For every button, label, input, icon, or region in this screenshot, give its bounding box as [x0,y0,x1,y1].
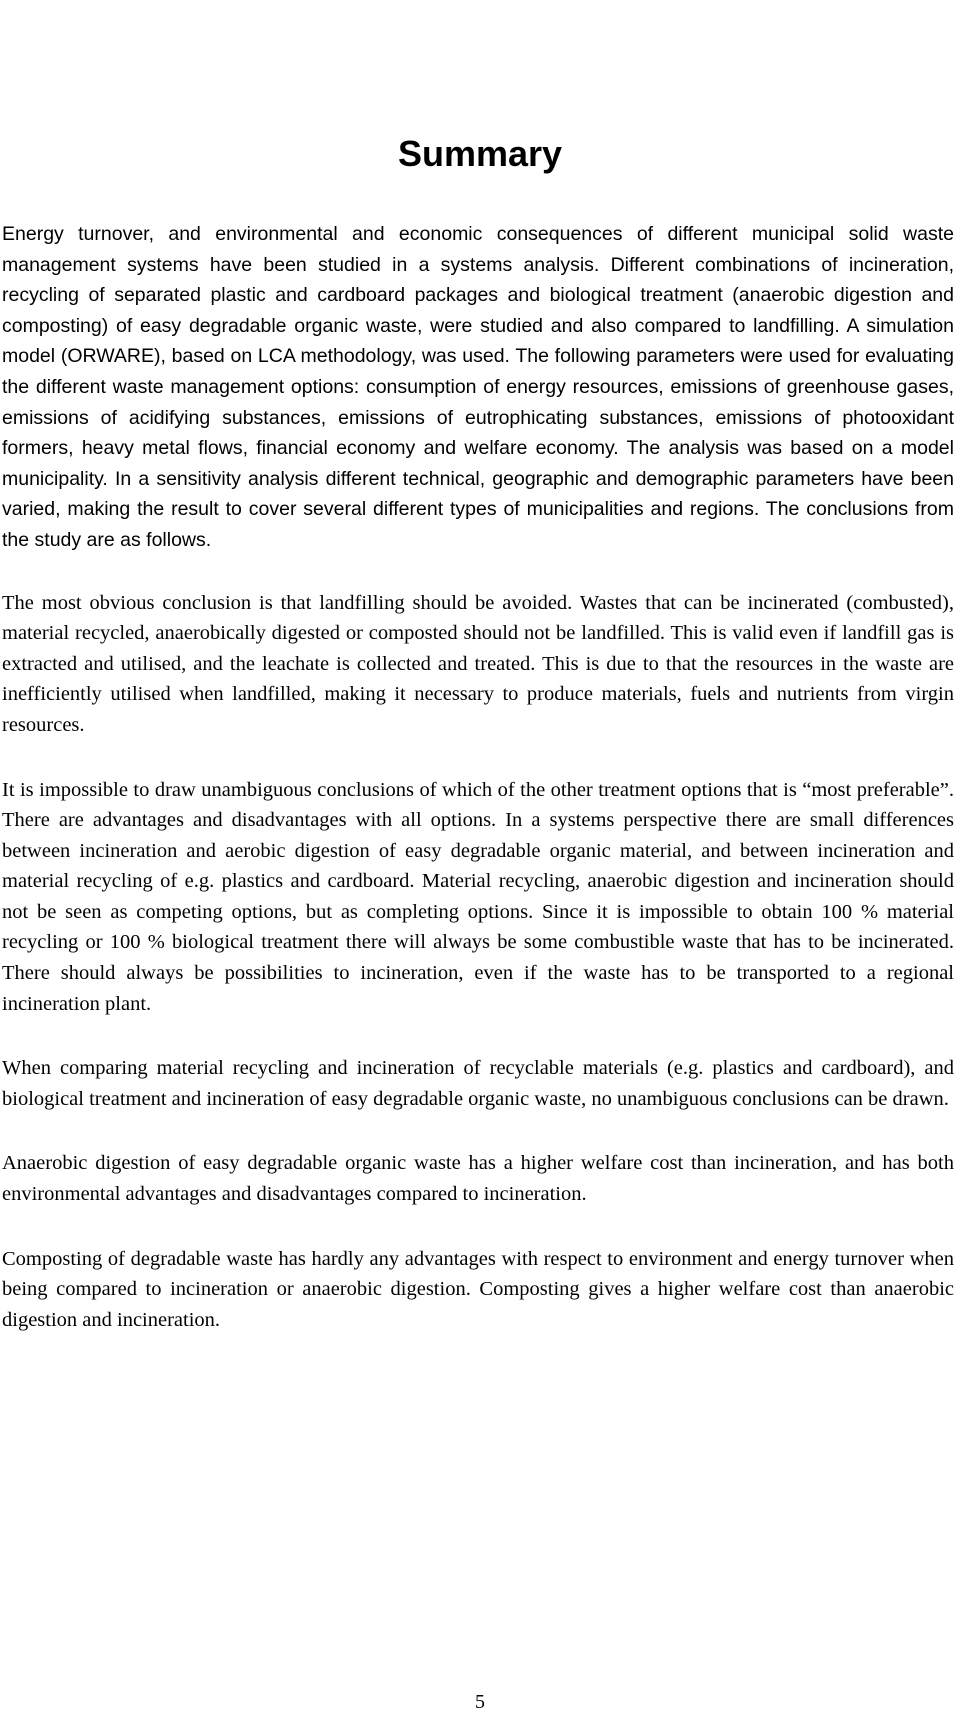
paragraph-treatment-options: It is impossible to draw unambiguous conclusions of which of the other treatment options that is “most preferable”. There are advantages and disadvantages with all options. In a systems perspective there are small differences between incineration and aerobic digestion of easy degradable organic material, and between incineration and material recycling of e.g. plastics and cardboard. Material recycling, anaerobic digestion and incineration should not be seen as competing options, but as completing options. Since it is impossible to obtain 100 % material recycling or 100 % biological treatment there will always be some combustible waste that has to be incinerated. There should always be possibilities to incineration, even if the waste has to be transported to a regional incineration plant. [2,778,954,1015]
page-title: Summary [397,133,563,174]
model-name: ORWARE [67,345,155,368]
page-number: 5 [475,1691,485,1713]
summary-body [2,219,954,1369]
paragraph-anaerobic-digestion: Anaerobic digestion of easy degradable organic waste has a higher welfare cost than incineration, and has both environmental advantages and disadvantages compared to incineration. [2,1152,954,1206]
paragraph-recycling-comparison: When comparing material recycling and incineration of recyclable materials (e.g. plastics and cardboard), and biological treatment and incineration of easy degradable organic waste, no unambiguous conclusions can be drawn. [2,1057,954,1110]
paragraph-text: Energy turnover, and environmental and economic consequences of different municipal solid waste management systems have been studied in a systems analysis. Different combinations of incineration, recycling of separated plastic and cardboard packages and biological treatment (anaerobic digestion and composting) of easy degradable organic waste, were studied and also compared to landfilling. A simulation model ( [2,223,954,368]
paragraph-landfilling: The most obvious conclusion is that landfilling should be avoided. Wastes that can be incinerated (combusted), material recycled, anaerobically digested or composted should not be landfilled. This is valid even if landfill gas is extracted and utilised, and the leachate is collected and treated. This is due to that the resources in the waste are inefficiently utilised when landfilled, making it necessary to produce materials, fuels and nutrients from virgin resources. [2,591,954,736]
paragraph-study-description [2,219,954,556]
paragraph-composting: Composting of degradable waste has hardly any advantages with respect to environment and energy turnover when being compared to incineration or anaerobic digestion. Composting gives a higher welfare cost than anaerobic digestion and incineration. [2,1247,954,1331]
paragraph-text: ), based on LCA methodology, was used. The following parameters were used for evaluating the different waste management options: consumption of energy resources, emissions of greenhouse gases, emissions of acidifying substances, emissions of eutrophicating substances, emissions of photooxidant formers, heavy metal flows, financial economy and welfare economy. The analysis was based on a model municipality. In a sensitivity analysis different technical, geographic and demographic parameters have been varied, making the result to cover several different types of municipalities and regions. The conclusions from the study are as follows. [2,345,954,551]
